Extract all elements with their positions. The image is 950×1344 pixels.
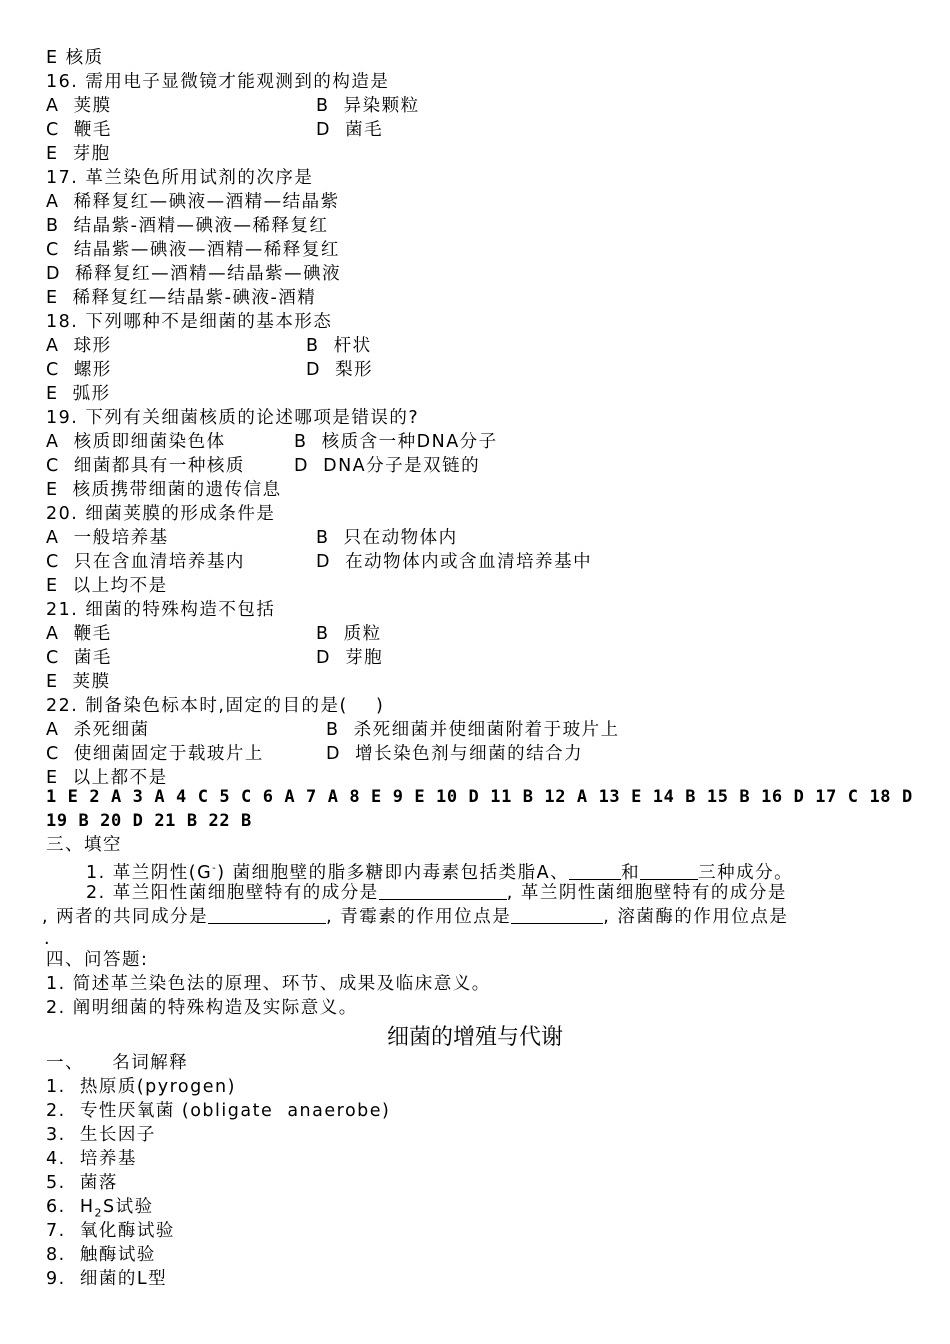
option-a: A 核质即细菌染色体 <box>46 432 226 452</box>
term-item: 3. 生长因子 <box>46 1125 156 1145</box>
term-item: 8. 触酶试验 <box>46 1245 156 1265</box>
option-e: E 以上均不是 <box>46 576 168 596</box>
term-item: 9. 细菌的L型 <box>46 1269 168 1289</box>
term-item: 5. 菌落 <box>46 1173 118 1193</box>
option-a: A 荚膜 <box>46 96 112 116</box>
option-d: D 梨形 <box>306 360 374 380</box>
option-b: B 杀死细菌并使细菌附着于玻片上 <box>326 720 620 740</box>
text: , 青霉素的作用位点是 <box>326 907 512 927</box>
term-item: 7. 氧化酶试验 <box>46 1221 175 1241</box>
answer-blank[interactable] <box>379 881 507 900</box>
question-17: 17. 革兰染色所用试剂的次序是 <box>46 168 314 188</box>
option-b: B 质粒 <box>316 624 382 644</box>
option-c: C 只在含血清培养基内 <box>46 552 245 572</box>
text: 三种成分。 <box>698 862 794 883</box>
option-d: D DNA分子是双链的 <box>294 456 481 476</box>
question-21: 21. 细菌的特殊构造不包括 <box>46 600 276 620</box>
answer-blank[interactable] <box>569 861 621 880</box>
text: 6. H <box>46 1197 95 1217</box>
subscript: 2 <box>94 1206 103 1220</box>
question-19: 19. 下列有关细菌核质的论述哪项是错误的? <box>46 408 420 428</box>
option-d: D 菌毛 <box>316 120 384 140</box>
answer-blank[interactable] <box>208 905 326 924</box>
option-e: E 芽胞 <box>46 144 111 164</box>
term-item: 4. 培养基 <box>46 1149 137 1169</box>
question-16: 16. 需用电子显微镜才能观测到的构造是 <box>46 72 390 92</box>
term-item: 1. 热原质(pyrogen) <box>46 1077 236 1097</box>
answer-line: 19 B 20 D 21 B 22 B <box>46 811 252 831</box>
option-b: B 杆状 <box>306 336 372 356</box>
option-a: A 球形 <box>46 336 112 356</box>
option-c: C 鞭毛 <box>46 120 112 140</box>
text: , 革兰阴性菌细胞壁特有的成分是 <box>506 883 787 903</box>
option-c: C 结晶紫—碘液—酒精—稀释复红 <box>46 240 340 260</box>
option-b: B 异染颗粒 <box>316 96 420 116</box>
chapter-title: 细菌的增殖与代谢 <box>386 1025 563 1050</box>
option-e: E 以上都不是 <box>46 768 168 788</box>
option-c: C 菌毛 <box>46 648 112 668</box>
option-e: E 核质携带细菌的遗传信息 <box>46 480 282 500</box>
text: 和 <box>621 862 641 883</box>
superscript: - <box>212 863 218 874</box>
text: 2. 革兰阳性菌细胞壁特有的成分是 <box>86 883 379 903</box>
text: S试验 <box>102 1197 154 1217</box>
fill-question-2 <box>86 881 787 905</box>
fill-question-2-cont <box>42 905 788 929</box>
option-d: D 在动物体内或含血清培养基中 <box>316 552 593 572</box>
text: ) 菌细胞壁的脂多糖即内毒素包括类脂A、 <box>217 862 570 883</box>
option-b: B 结晶紫-酒精—碘液—稀释复红 <box>46 216 329 236</box>
option-c: C 螺形 <box>46 360 112 380</box>
answer-line: 1 E 2 A 3 A 4 C 5 C 6 A 7 A 8 E 9 E 10 D 11 B 12 A 13 E 14 B 15 B 16 D 17 C 18 D <box>46 787 913 807</box>
fill-question-2-end: . <box>44 929 52 949</box>
option-a: A 杀死细菌 <box>46 720 150 740</box>
section-heading: 三、填空 <box>46 835 122 855</box>
option-d: D 芽胞 <box>316 648 384 668</box>
qa-item: 2. 阐明细菌的特殊构造及实际意义。 <box>46 998 358 1018</box>
answer-blank[interactable] <box>640 861 698 880</box>
answer-blank[interactable] <box>511 905 603 924</box>
section-heading: 四、问答题: <box>46 950 149 970</box>
option-d: D 增长染色剂与细菌的结合力 <box>326 744 584 764</box>
option-d: D 稀释复红—酒精—结晶紫—碘液 <box>46 264 342 284</box>
option-e: E 荚膜 <box>46 672 111 692</box>
option-c: C 使细菌固定于载玻片上 <box>46 744 264 764</box>
option-a: A 鞭毛 <box>46 624 112 644</box>
question-22: 22. 制备染色标本时,固定的目的是( ) <box>46 696 385 716</box>
option-a: A 稀释复红—碘液—酒精—结晶紫 <box>46 192 340 212</box>
option-e: E 稀释复红—结晶紫-碘液-酒精 <box>46 288 317 308</box>
option-c: C 细菌都具有一种核质 <box>46 456 245 476</box>
text-line: E 核质 <box>46 48 104 68</box>
option-e: E 弧形 <box>46 384 111 404</box>
option-b: B 只在动物体内 <box>316 528 458 548</box>
term-item: 2. 专性厌氧菌 (obligate anaerobe) <box>46 1101 391 1121</box>
qa-item: 1. 简述革兰染色法的原理、环节、成果及临床意义。 <box>46 974 491 994</box>
option-a: A 一般培养基 <box>46 528 169 548</box>
question-20: 20. 细菌荚膜的形成条件是 <box>46 504 276 524</box>
section-heading: 一、 名词解释 <box>46 1053 189 1073</box>
option-b: B 核质含一种DNA分子 <box>294 432 498 452</box>
text: , 两者的共同成分是 <box>42 907 209 927</box>
question-18: 18. 下列哪种不是细菌的基本形态 <box>46 312 333 332</box>
text: , 溶菌酶的作用位点是 <box>603 907 789 927</box>
text: 1. 革兰阴性(G <box>86 862 213 883</box>
